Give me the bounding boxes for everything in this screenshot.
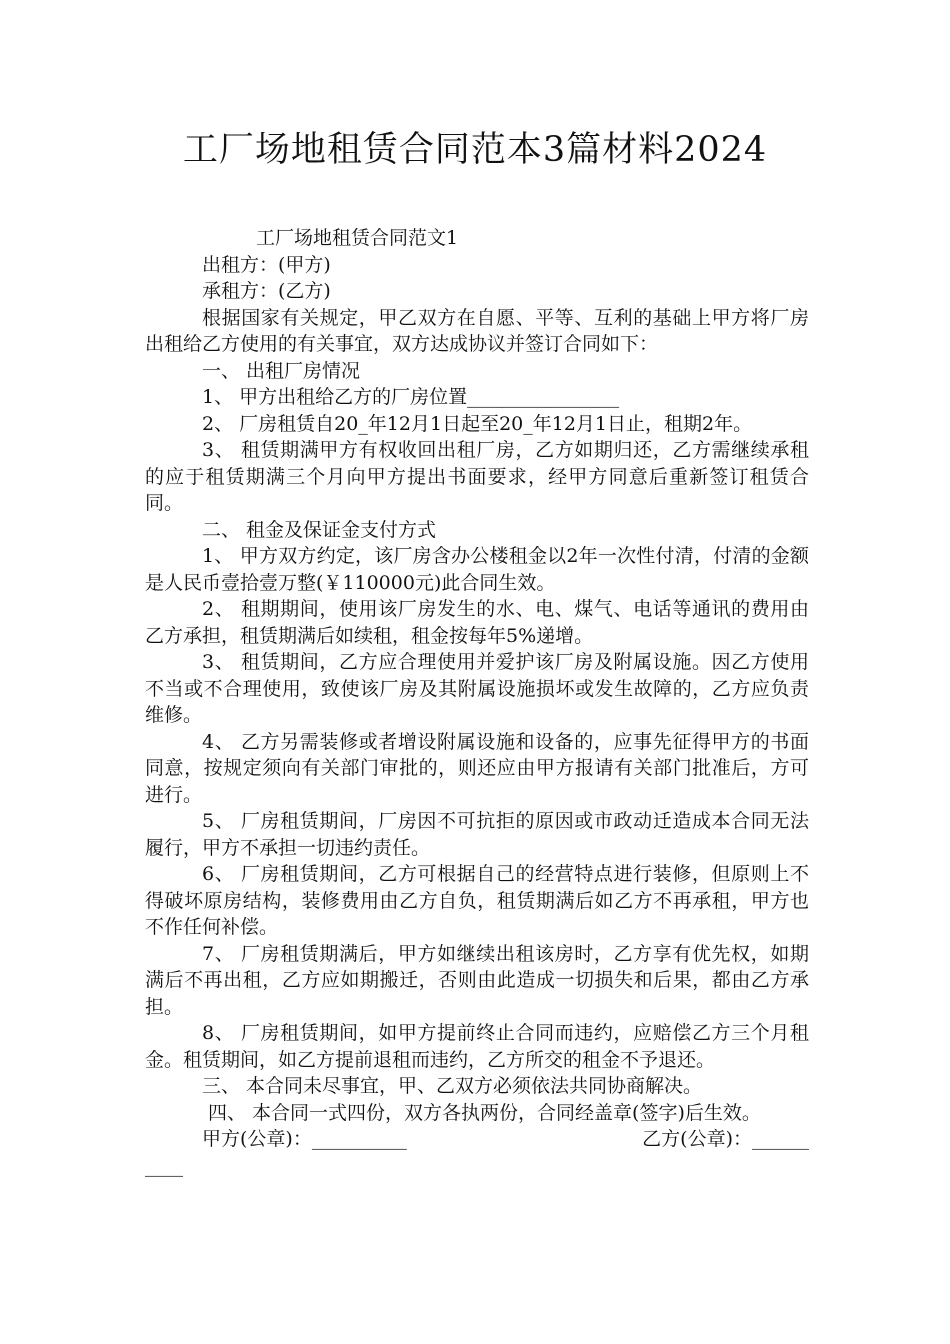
party-b-seal: 乙方(公章)：______ (642, 1128, 809, 1150)
clause-2-3: 3、 租赁期间，乙方应合理使用并爱护该厂房及附属设施。因乙方使用不当或不合理使用，致使该厂房及其附属设施损坏或发生故障的，乙方应负责维修。 (145, 651, 809, 726)
contract-subtitle: 工厂场地租赁合同范文1 (256, 227, 459, 249)
preamble-paragraph: 根据国家有关规定，甲乙双方在自愿、平等、互利的基础上甲方将厂房出租给乙方使用的有关事宜，双方达成协议并签订合同如下： (145, 306, 809, 355)
section-3: 三、 本合同未尽事宜，甲、乙双方必须依法共同协商解决。 (202, 1075, 703, 1097)
document-body (145, 225, 809, 1179)
clause-1-3: 3、 租赁期满甲方有权收回出租厂房，乙方如期归还，乙方需继续承租的应于租赁期满三个月向甲方提出书面要求，经甲方同意后重新签订租赁合同。 (145, 439, 809, 514)
clause-2-4: 4、 乙方另需装修或者增设附属设施和设备的，应事先征得甲方的书面同意，按规定须向有关部门审批的，则还应由甲方报请有关部门批准后，方可进行。 (145, 730, 809, 806)
clause-2-1: 1、 甲方双方约定，该厂房含办公楼租金以2年一次性付清，付清的金额是人民币壹拾壹万整(￥110000元)此合同生效。 (145, 545, 809, 594)
signature-line (145, 1126, 809, 1153)
clause-2-7: 7、 厂房租赁期满后，甲方如继续出租该房时，乙方享有优先权，如期满后不再出租，乙方应如期搬迁，否则由此造成一切损失和后果，都由乙方承担。 (145, 942, 809, 1018)
section-heading-2: 二、 租金及保证金支付方式 (202, 518, 437, 541)
clause-2-5: 5、 厂房租赁期间，厂房因不可抗拒的原因或市政动迁造成本合同无法履行，甲方不承担一切违约责任。 (145, 810, 809, 859)
section-heading-1: 一、 出租厂房情况 (202, 359, 361, 382)
party-a-seal: 甲方(公章)：__________ (202, 1128, 407, 1150)
clause-1-2: 2、 厂房租赁自20_年12月1日起至20_年12月1日止，租期2年。 (202, 412, 753, 435)
signature-tail: ____ (145, 1154, 183, 1177)
lessee-line: 承租方：(乙方) (202, 280, 331, 302)
signature-row (145, 1126, 809, 1153)
clause-2-6: 6、 厂房租赁期间，乙方可根据自己的经营特点进行装修，但原则上不得破坏原房结构，装修费用由乙方自负，租赁期满后如乙方不再承租，甲方也不作任何补偿。 (145, 863, 809, 938)
document-title: 工厂场地租赁合同范本3篇材料2024 (182, 130, 768, 170)
section-4: 四、 本合同一式四份，双方各执两份，合同经盖章(签字)后生效。 (208, 1101, 761, 1124)
lessor-line: 出租方：(甲方) (202, 253, 331, 276)
clause-2-8: 8、 厂房租赁期间，如甲方提前终止合同而违约，应赔偿乙方三个月租金。租赁期间，如乙方提前退租而违约，乙方所交的租金不予退还。 (145, 1022, 809, 1071)
clause-1-1: 1、 甲方出租给乙方的厂房位置________________ (202, 386, 620, 408)
clause-2-2: 2、 租期期间，使用该厂房发生的水、电、煤气、电话等通讯的费用由乙方承担，租赁期满后如续租，租金按每年5%递增。 (145, 598, 809, 647)
